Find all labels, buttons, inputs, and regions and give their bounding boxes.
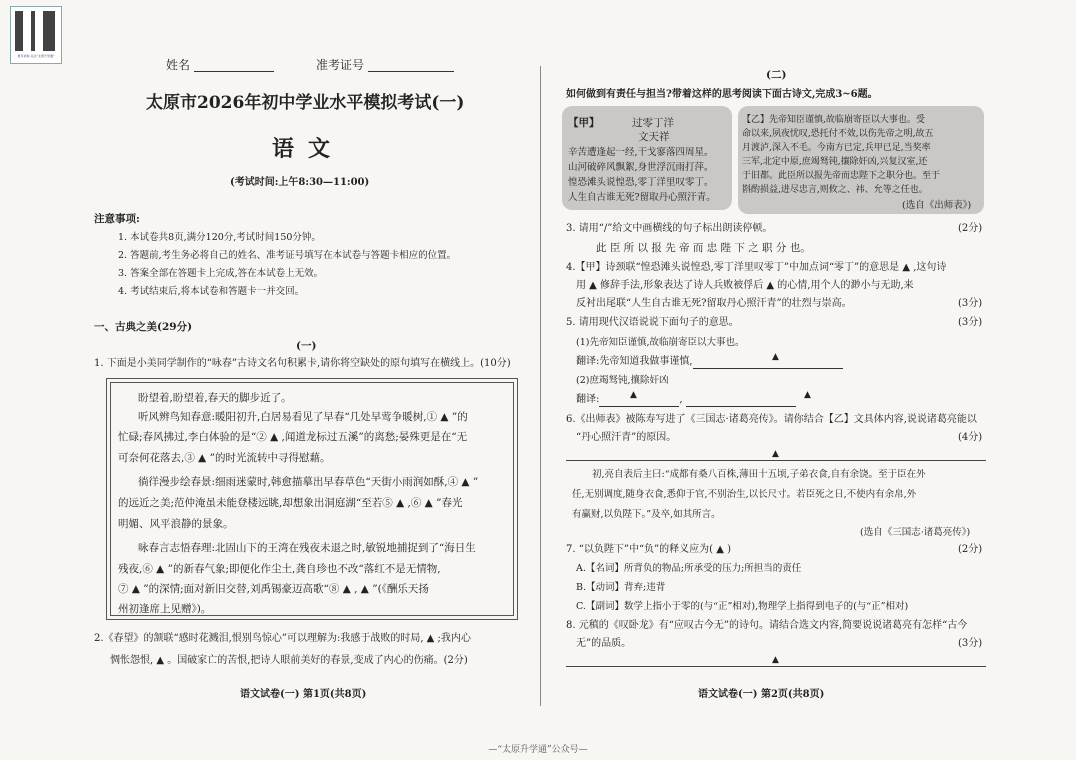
part1-heading: (一) — [296, 340, 317, 352]
q8-score: (3分) — [958, 638, 983, 649]
column-divider — [540, 66, 541, 706]
passage-line: 有赢财,以负陛下。”及卒,如其所言。 — [572, 509, 721, 520]
prose-yi-line: 月渡泸,深入不毛。今南方已定,兵甲已足,当奖率 — [742, 143, 931, 153]
note-item: 1. 本试卷共8页,满分120分,考试时间150分钟。 — [118, 232, 321, 243]
q7-option-b: B.【动词】背弃;违背 — [576, 582, 666, 593]
q6-line: 6.《出师表》被陈寿写进了《三国志·诸葛亮传》。请你结合【乙】文具体内容,说说诸葛亮能以 — [566, 414, 977, 425]
q1-stem: 1. 下面是小美同学制作的“咏春”古诗文名句积累卡,请你将空缺处的原句填写在横线上。(10分) — [94, 358, 511, 369]
q5-translation1 — [576, 355, 843, 369]
q2-line: 2.《春望》的颔联“感时花溅泪,恨别鸟惊心”可以理解为:我感于战败的时局, ▲ ;我内心 — [94, 633, 471, 644]
passage-line: 初,亮自表后主曰:“成都有桑八百株,薄田十五顷,子弟衣食,自有余饶。至于臣在外 — [592, 469, 926, 480]
part2-heading: (二) — [766, 69, 787, 81]
q4-score: (3分) — [958, 298, 983, 309]
q8-line: 无”的品质。 — [576, 638, 632, 649]
q1-line: 忙碌;春风拂过,李白体验的是“② ▲ ,闻道龙标过五溪”的离愁;晏殊更是在“无 — [118, 431, 468, 443]
prose-yi-line: 于旧都。此臣所以报先帝而忠陛下之职分也。至于 — [742, 171, 941, 181]
notes-heading: 注意事项: — [94, 213, 140, 225]
q6-line: “丹心照汗青”的原因。 — [576, 432, 677, 443]
right-column — [562, 0, 990, 760]
q5-translation1-label: 翻译:先帝知道我做事谨慎, — [576, 356, 693, 367]
section1-heading: 一、古典之美(29分) — [94, 321, 193, 333]
poem-jia-title: 过零丁洋 — [632, 117, 674, 129]
q3-score: (2分) — [958, 223, 983, 234]
qr-caption: 更多试卷·关注“太原升学通” — [17, 54, 55, 58]
prose-yi-line: 斟酌损益,进尽忠言,则攸之、祎、允等之任也。 — [742, 185, 928, 195]
answer-marker: ▲ — [772, 449, 779, 459]
q5-stem: 5. 请用现代汉语说说下面句子的意思。 — [566, 317, 739, 328]
poem-jia-line: 辛苦遭逢起一经,干戈寥落四周星。 — [568, 147, 714, 158]
answer-marker: ▲ — [772, 655, 779, 665]
q4-line: 用 ▲ 修辞手法,形象表达了诗人兵败被俘后 ▲ 的心情,用个人的渺小与无助,来 — [576, 280, 914, 291]
q1-line: 可奈何花落去,③ ▲ ”的时光流转中寻得慰藉。 — [118, 452, 331, 464]
q6-score: (4分) — [958, 432, 983, 443]
q5-translation2: 翻译: , — [576, 393, 796, 407]
q1-line: 残夜,⑥ ▲ ”的新春气象;即便化作尘土,龚自珍也不改“落红不是无情物, — [118, 563, 441, 575]
footer-left: 语文试卷(一) 第1页(共8页) — [240, 689, 367, 700]
q7-option-c: C.【副词】数学上指小于零的(与“正”相对),物理学上指得到电子的(与“正”相对) — [576, 601, 909, 612]
q2-line: 惆怅怨恨, ▲ 。国破家亡的苦恨,把诗人眼前美好的春景,变成了内心的伤痛。(2分) — [110, 655, 468, 666]
passage-source: (选自《三国志·诸葛亮传》) — [860, 527, 971, 538]
note-item: 3. 答案全部在答题卡上完成,答在本试卷上无效。 — [118, 268, 324, 279]
q6-answer-line — [566, 460, 986, 461]
q8-line: 8. 元稹的《叹卧龙》有“应叹古今无”的诗句。请结合选文内容,简要说说诸葛亮有怎样“古今 — [566, 620, 968, 631]
poem-jia-tag: 【甲】 — [568, 117, 600, 129]
q5-translation2-label: 翻译: — [576, 394, 600, 405]
passage-line: 任,无别调度,随身衣食,悉仰于官,不别治生,以长尺寸。若臣死之日,不使内有余帛,外 — [572, 489, 917, 500]
exam-number-field — [316, 58, 454, 72]
q1-line: 听风辨鸟知春意:暖阳初升,白居易看见了早春“几处早莺争暖树,① ▲ ”的 — [138, 411, 468, 423]
q7-score: (2分) — [958, 544, 983, 555]
answer-marker: ▲ — [804, 390, 811, 400]
q3-stem: 3. 请用“/”给文中画横线的句子标出朗读停顿。 — [566, 223, 773, 234]
exam-title: 太原市2026年初中学业水平模拟考试(一) — [146, 93, 465, 113]
poem-jia-author: 文天祥 — [638, 131, 670, 143]
exam-number-label: 准考证号 — [316, 58, 365, 72]
note-item: 2. 答题前,考生务必将自己的姓名、准考证号填写在本试卷与答题卡相应的位置。 — [118, 250, 457, 261]
prose-yi-source: (选自《出师表》) — [902, 200, 972, 211]
q5-sentence1: (1)先帝知臣谨慎,故临崩寄臣以大事也。 — [576, 337, 745, 348]
answer-marker: ▲ — [772, 352, 779, 362]
q1-line: 明媚、风平浪静的景象。 — [118, 518, 234, 530]
q1-line: ⑦ ▲ ”的深情;面对新旧交替,刘禹锡豪迈高歌“⑧ ▲ , ▲ ”(《酬乐天扬 — [118, 583, 429, 595]
part2-intro: 如何做到有责任与担当?带着这样的思考阅读下面古诗文,完成3~6题。 — [566, 89, 878, 100]
q4-line: 反衬出尾联“人生自古谁无死?留取丹心照汗青”的壮烈与崇高。 — [576, 298, 852, 309]
name-field — [166, 58, 274, 72]
poem-jia-line: 惶恐滩头说惶恐,零丁洋里叹零丁。 — [568, 177, 714, 188]
q7-stem: 7. “以负陛下”中“负”的释义应为( ▲ ) — [566, 544, 732, 555]
answer-marker: ▲ — [630, 390, 637, 400]
exam-time: (考试时间:上午8:30—11:00) — [230, 177, 370, 188]
q1-line: 咏春言志悟春理:北固山下的王湾在残夜未退之时,敏锐地捕捉到了“海日生 — [138, 542, 476, 554]
bottom-note: —“太原升学通”公众号— — [488, 745, 588, 755]
left-column — [90, 0, 518, 760]
q5-score: (3分) — [958, 317, 983, 328]
q1-line: 盼望着,盼望着,春天的脚步近了。 — [138, 392, 292, 404]
q4-line: 4.【甲】诗颈联“惶恐滩头说惶恐,零丁洋里叹零丁”中加点词“零丁”的意思是 ▲ ,这句诗 — [566, 262, 947, 273]
subject-title: 语文 — [272, 136, 345, 162]
poem-jia-line: 山河破碎风飘絮,身世浮沉雨打萍。 — [568, 162, 714, 173]
name-label: 姓名 — [166, 58, 191, 72]
note-item: 4. 考试结束后,将本试卷和答题卡一并交回。 — [118, 286, 305, 297]
prose-yi-line: 命以来,夙夜忧叹,恐托付不效,以伤先帝之明,故五 — [742, 129, 934, 139]
poem-jia-line: 人生自古谁无死?留取丹心照汗青。 — [568, 192, 716, 203]
prose-yi-line: 【乙】先帝知臣谨慎,故临崩寄臣以大事也。受 — [742, 115, 925, 125]
q7-option-a: A.【名词】所背负的物品;所承受的压力;所担当的责任 — [576, 563, 802, 574]
prose-yi-line: 三军,北定中原,庶竭驽钝,攘除奸凶,兴复汉室,还 — [742, 157, 928, 167]
q8-answer-line — [566, 666, 986, 667]
q1-line: 徜徉漫步绘春景:细雨迷蒙时,韩愈描摹出早春草色“天街小雨润如酥,④ ▲ ” — [138, 476, 479, 488]
qr-code-icon — [10, 6, 62, 64]
q1-line: 的远近之美;范仲淹虽未能登楼远眺,却想象出洞庭湖“至若⑤ ▲ ,⑥ ▲ ”春光 — [118, 497, 463, 509]
footer-right: 语文试卷(一) 第2页(共8页) — [698, 689, 825, 700]
q3-sentence: 此 臣 所 以 报 先 帝 而 忠 陛 下 之 职 分 也。 — [596, 242, 811, 254]
q1-line: 州初逢席上见赠》)。 — [118, 603, 212, 615]
q5-sentence2: (2)庶竭驽钝,攘除奸凶 — [576, 375, 669, 386]
